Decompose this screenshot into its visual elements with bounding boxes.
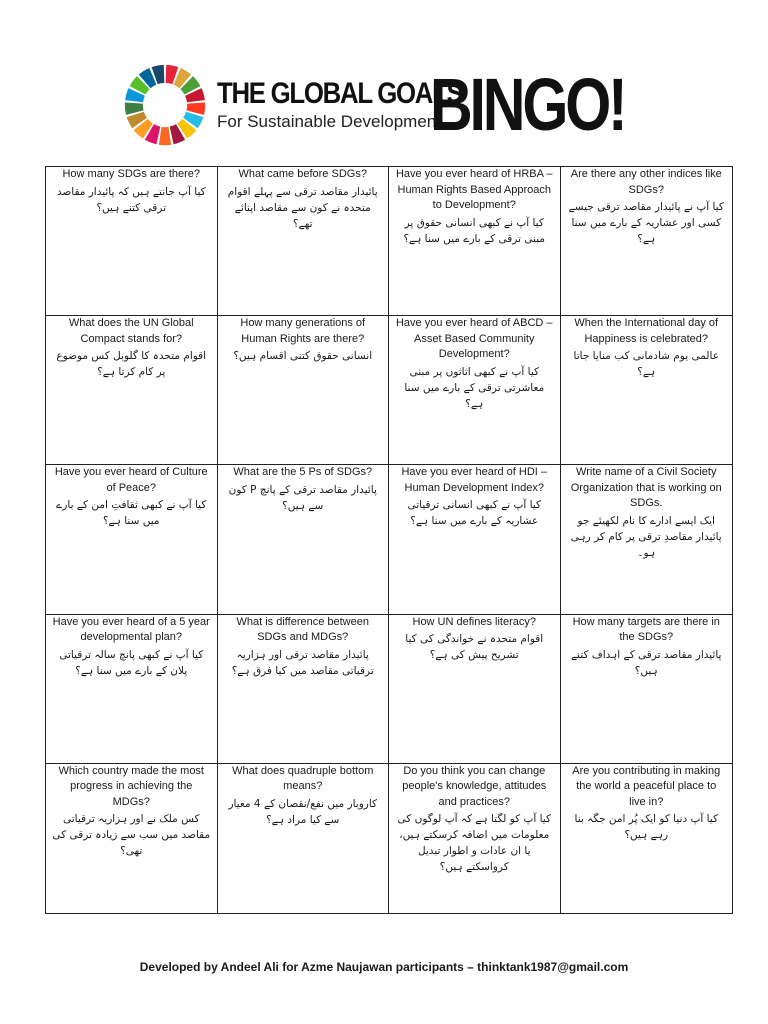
- bingo-cell: [218, 316, 390, 465]
- bingo-heading: BINGO!: [430, 63, 625, 146]
- bingo-cell: [389, 465, 561, 614]
- bingo-cell: [561, 615, 733, 764]
- question-english: What are the 5 Ps of SDGs?: [233, 466, 373, 479]
- bingo-cell: [561, 316, 733, 465]
- question-english: Have you ever heard of HRBA – Human Rights Based Approach to Development?: [395, 168, 553, 211]
- bingo-cell: [561, 764, 733, 913]
- question-english: What does quadruple bottom means?: [232, 764, 374, 793]
- question-english: What does the UN Global Compact stands for?: [68, 317, 194, 345]
- footer-credit: Developed by Andeel Ali for Azme Naujawan participants – thinktank1987@gmail.com: [139, 960, 629, 974]
- question-urdu: انسانی حقوق کتنی اقسام ہیں؟: [233, 350, 373, 363]
- bingo-cell: [218, 615, 390, 764]
- question-english: Have you ever heard of HDI – Human Development Index?: [401, 466, 548, 494]
- bingo-grid: [45, 166, 733, 914]
- question-urdu: ایک ایسے ادارے کا نام لکھیئے جو پائیدار مقاصدِ ترقی پر کام کر رہی ہو۔: [570, 514, 722, 559]
- question-english: How many generations of Human Rights are there?: [240, 317, 366, 345]
- question-urdu: پائیدار مقاصد ترقی اور ہزاریہ ترقیاتی مقاصد میں کیا فرق ہے؟: [231, 648, 374, 677]
- question-english: Write name of a Civil Society Organization that is working on SDGs.: [570, 466, 722, 510]
- bingo-cell: [389, 167, 561, 316]
- wheel-segment: [159, 127, 171, 145]
- question-urdu: کاروبار میں نفع/نقصان کے 4 معیار سے کیا مراد ہے؟: [228, 797, 378, 826]
- bingo-cell: [561, 167, 733, 316]
- question-urdu: کیا آپ جانتے ہیں کہ پائیدار مقاصد ترقی کتنے ہیں؟: [56, 185, 206, 214]
- question-english: Which country made the most progress in achieving the MDGs?: [58, 764, 204, 808]
- bingo-cell: [561, 465, 733, 614]
- bingo-cell: [46, 167, 218, 316]
- bingo-cell: [46, 764, 218, 913]
- question-urdu: کیا آپ نے کبھی ثقافتِ امن کے بارے میں سنا ہے؟: [56, 499, 207, 528]
- question-urdu: کیا آپ نے پائیدار مقاصد ترقی جیسے کسی اور عشاریہ کے بارے میں سنا ہے؟: [568, 201, 724, 245]
- question-english: Have you ever heard of ABCD – Asset Based Community Development?: [395, 317, 553, 361]
- question-english: Are there any other indices like SDGs?: [570, 168, 722, 196]
- question-english: Do you think you can change people's knowledge, attitudes and practices?: [402, 764, 547, 808]
- question-urdu: کس ملک نے اور ہزاریہ ترقیاتی مقاصد میں سب سے زیادہ ترقی کی تھی؟: [52, 813, 211, 858]
- question-english: What came before SDGs?: [238, 168, 367, 180]
- bingo-cell: [218, 764, 390, 913]
- question-urdu: کیا آپ نے کبھی اثاثوں پر مبنی معاشرتی ترقی کے بارے میں سنا ہے؟: [404, 365, 545, 410]
- question-urdu: عالمی یوم شادمانی کب منایا جاتا ہے؟: [573, 350, 719, 379]
- question-english: Have you ever heard of a 5 year developmental plan?: [52, 615, 210, 644]
- question-urdu: کیا آپ نے کبھی انسانی حقوق پر مبنی ترقی کے بارے میں سنا ہے؟: [403, 216, 546, 245]
- question-urdu: اقوام متحدہ کا گلوبل کس موضوع پر کام کرتا ہے؟: [56, 350, 207, 379]
- bingo-cell: [46, 316, 218, 465]
- bingo-cell: [218, 167, 390, 316]
- title-main: THE GLOBAL GOALS: [217, 77, 463, 110]
- question-english: Have you ever heard of Culture of Peace?: [54, 466, 208, 494]
- sdg-wheel-logo: [124, 64, 206, 146]
- question-urdu: کیا آپ نے کبھی پانچ سالہ ترقیاتی پلان کے بارے میں سنا ہے؟: [59, 648, 204, 677]
- bingo-cell: [389, 316, 561, 465]
- bingo-cell: [218, 465, 390, 614]
- question-english: What is difference between SDGs and MDGs?: [236, 615, 369, 644]
- bingo-cell: [389, 615, 561, 764]
- bingo-cell: [389, 764, 561, 913]
- question-english: How many targets are there in the SDGs?: [572, 615, 720, 644]
- question-urdu: کیا آپ دنیا کو ایک پُر امن جگہ بنا رہے ہیں؟: [574, 813, 718, 842]
- question-urdu: پائیدار مقاصد ترقی سے پہلے اقوام متحدہ نے کون سے مقاصد اپنائے تھے؟: [227, 185, 378, 230]
- question-english: When the International day of Happiness is celebrated?: [574, 317, 719, 345]
- question-english: How UN defines literacy?: [412, 615, 536, 628]
- question-urdu: کیا آپ کو لگتا ہے کہ آپ لوگوں کی معلومات میں اضافہ کرسکتے ہیں، یا ان عادات و اطوار تبدیل کرواسکتے ہیں؟: [397, 813, 551, 874]
- question-urdu: اقوام متحدہ نے خواندگی کی کیا تشریح پیش کی ہے؟: [405, 633, 544, 662]
- title-subtitle: For Sustainable Development: [217, 112, 441, 131]
- question-english: How many SDGs are there?: [62, 168, 201, 180]
- question-english: Are you contributing in making the world a peaceful place to live in?: [572, 764, 721, 808]
- bingo-cell: [46, 465, 218, 614]
- question-urdu: پائیدار مقاصد ترقی کے اہداف کتنے ہیں؟: [571, 648, 722, 677]
- question-urdu: پائیدار مقاصد ترقی کے پانچ P کون سے ہیں؟: [228, 483, 377, 512]
- bingo-cell: [46, 615, 218, 764]
- header: [124, 62, 625, 152]
- question-urdu: کیا آپ نے کبھی انسانی ترقیاتی عشاریہ کے بارے میں سنا ہے؟: [407, 499, 542, 528]
